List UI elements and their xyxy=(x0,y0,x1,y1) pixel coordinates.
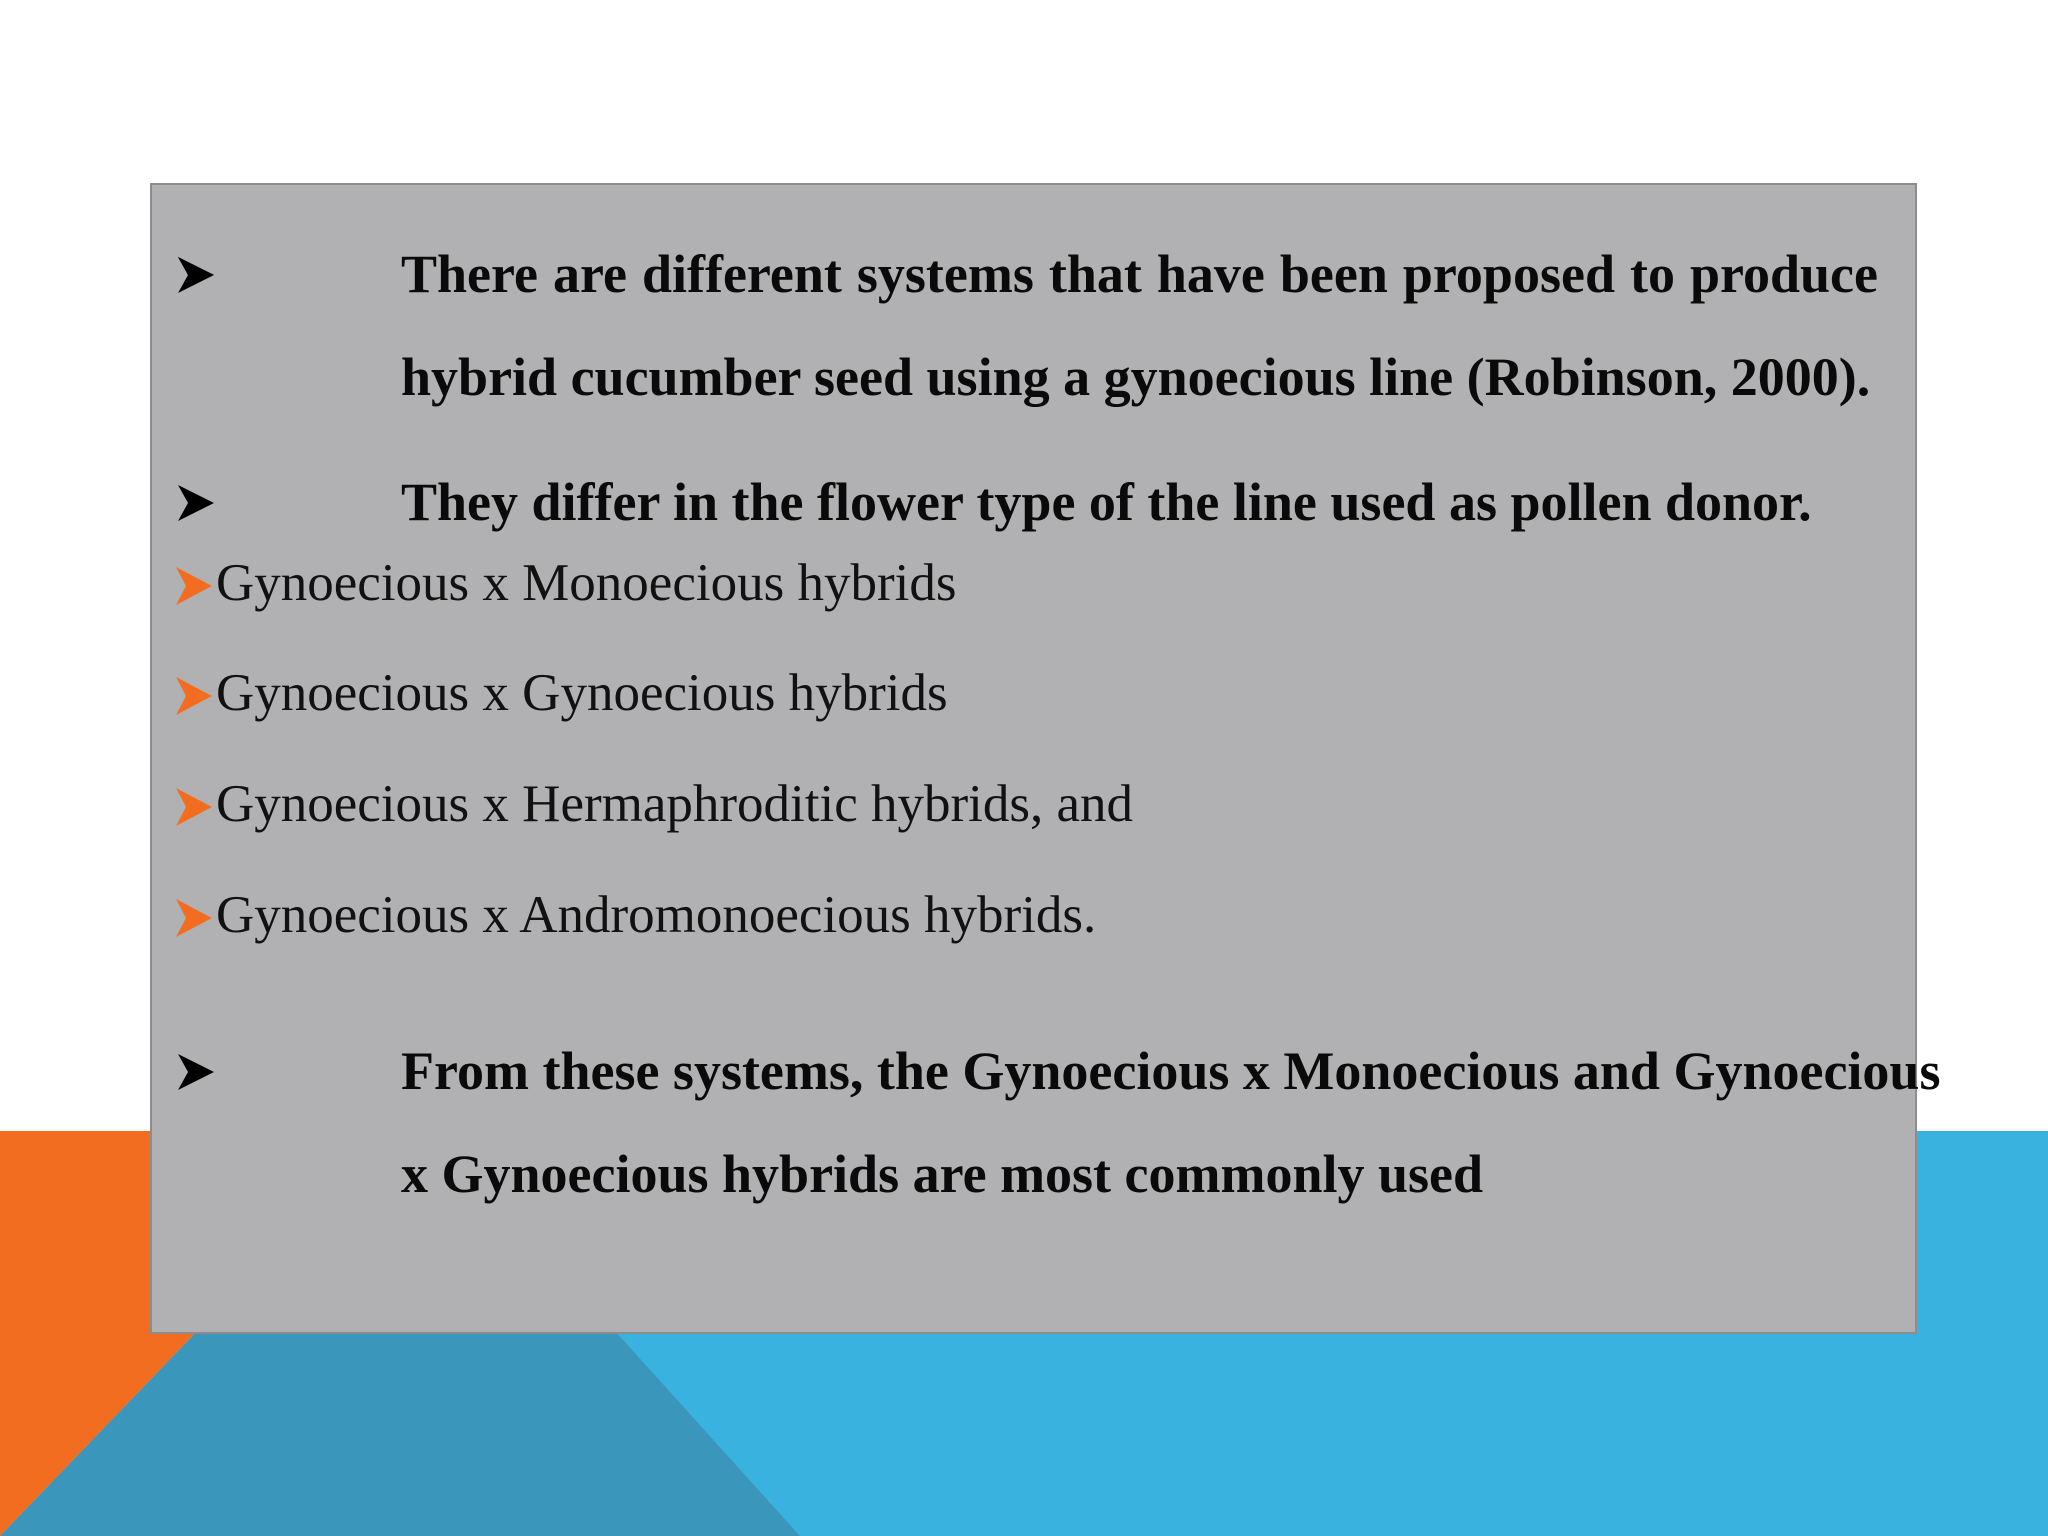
arrowhead-bullet-icon xyxy=(174,481,218,525)
bullet-text xyxy=(401,451,1878,554)
bullet-line: They differ in the flower type of the line used as pollen donor. xyxy=(401,472,1812,532)
orange-arrowhead-bullet-icon xyxy=(174,565,214,607)
bullet-line: hybrid cucumber seed using a gynoecious line (Robinson, 2000). xyxy=(401,347,1871,407)
arrowhead-bullet-icon xyxy=(174,1050,218,1094)
orange-arrowhead-bullet-icon xyxy=(174,786,214,828)
sub-item-text: Gynoecious x Gynoecious hybrids xyxy=(216,664,948,722)
bullet-line: There are different systems that have been proposed to produce xyxy=(401,244,1878,304)
bullet-line: From these systems, the Gynoecious x Monoecious and Gynoecious xyxy=(401,1041,1941,1101)
arrowhead-bullet-icon xyxy=(174,253,218,297)
orange-arrowhead-bullet-icon xyxy=(174,675,214,717)
sub-item-text: Gynoecious x Andromonoecious hybrids. xyxy=(216,886,1097,944)
sub-item-text: Gynoecious x Hermaphroditic hybrids, and xyxy=(216,775,1133,833)
sub-item-text: Gynoecious x Monoecious hybrids xyxy=(216,554,957,612)
bullet-line: x Gynoecious hybrids are most commonly used xyxy=(401,1144,1484,1204)
bullet-text xyxy=(401,1020,1941,1226)
content-box xyxy=(150,183,1941,1334)
bullet-text xyxy=(401,223,1878,429)
orange-arrowhead-bullet-icon xyxy=(174,897,214,939)
